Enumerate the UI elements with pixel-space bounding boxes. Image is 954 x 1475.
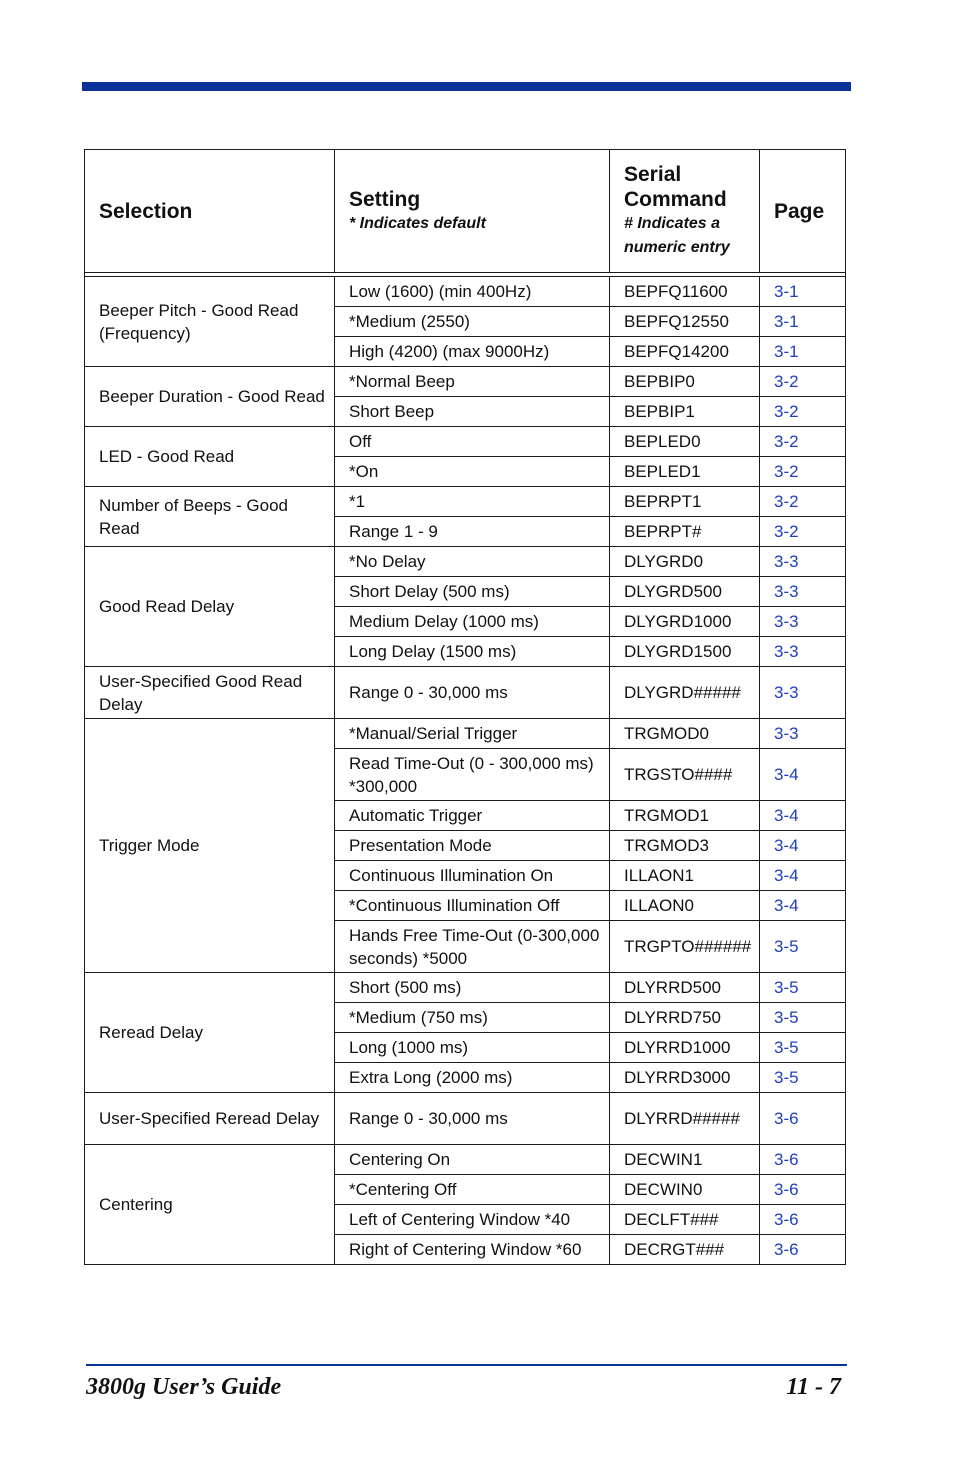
serial-command-cell: DLYRRD750 — [610, 1003, 760, 1033]
col-header-page: Page — [760, 150, 846, 273]
page-link[interactable]: 3-6 — [760, 1235, 846, 1265]
numeric-note: # Indicates a numeric entry — [624, 215, 730, 256]
setting-cell: Off — [335, 427, 610, 457]
serial-command-cell: DLYGRD1000 — [610, 607, 760, 637]
page-link[interactable]: 3-3 — [760, 719, 846, 749]
table-row — [85, 427, 846, 457]
setting-cell: *Continuous Illumination Off — [335, 891, 610, 921]
serial-command-cell: DLYGRD0 — [610, 547, 760, 577]
setting-cell: *Centering Off — [335, 1175, 610, 1205]
selection-cell: Centering — [85, 1145, 335, 1265]
serial-command-cell: BEPFQ11600 — [610, 277, 760, 307]
page-link[interactable]: 3-4 — [760, 801, 846, 831]
page-link[interactable]: 3-5 — [760, 973, 846, 1003]
page-link[interactable]: 3-6 — [760, 1093, 846, 1145]
page-link[interactable]: 3-4 — [760, 861, 846, 891]
page-link[interactable]: 3-6 — [760, 1145, 846, 1175]
setting-cell: *No Delay — [335, 547, 610, 577]
serial-command-cell: BEPRPT1 — [610, 487, 760, 517]
footer-title: 3800g User’s Guide — [86, 1374, 282, 1400]
table-body — [85, 273, 846, 1265]
setting-cell: High (4200) (max 9000Hz) — [335, 337, 610, 367]
selection-cell: Trigger Mode — [85, 719, 335, 973]
setting-cell: *Medium (2550) — [335, 307, 610, 337]
serial-command-cell: TRGSTO#### — [610, 749, 760, 801]
setting-cell: Right of Centering Window *60 — [335, 1235, 610, 1265]
setting-cell: Presentation Mode — [335, 831, 610, 861]
serial-command-cell: DLYGRD##### — [610, 667, 760, 719]
serial-command-cell: TRGMOD0 — [610, 719, 760, 749]
table-row — [85, 547, 846, 577]
table-header-row — [85, 150, 846, 273]
serial-command-cell: BEPLED0 — [610, 427, 760, 457]
setting-cell: Range 0 - 30,000 ms — [335, 667, 610, 719]
serial-command-cell: DLYGRD500 — [610, 577, 760, 607]
serial-command-cell: BEPBIP0 — [610, 367, 760, 397]
setting-cell: Long (1000 ms) — [335, 1033, 610, 1063]
setting-cell: *Manual/Serial Trigger — [335, 719, 610, 749]
page-link[interactable]: 3-6 — [760, 1205, 846, 1235]
serial-command-cell: TRGMOD3 — [610, 831, 760, 861]
page-link[interactable]: 3-3 — [760, 577, 846, 607]
selection-cell: User-Specified Reread Delay — [85, 1093, 335, 1145]
serial-command-cell: DLYRRD##### — [610, 1093, 760, 1145]
col-header-serial-command: Serial Command # Indicates a numeric entry — [610, 150, 760, 273]
serial-command-cell: BEPFQ14200 — [610, 337, 760, 367]
setting-cell: Long Delay (1500 ms) — [335, 637, 610, 667]
page-link[interactable]: 3-2 — [760, 487, 846, 517]
selection-cell: Good Read Delay — [85, 547, 335, 667]
serial-command-cell: DECWIN0 — [610, 1175, 760, 1205]
page-link[interactable]: 3-2 — [760, 457, 846, 487]
serial-command-cell: BEPFQ12550 — [610, 307, 760, 337]
footer-rule — [86, 1364, 847, 1366]
selection-cell: Reread Delay — [85, 973, 335, 1093]
selection-cell: User-Specified Good Read Delay — [85, 667, 335, 719]
serial-command-cell: DECLFT### — [610, 1205, 760, 1235]
setting-cell: Centering On — [335, 1145, 610, 1175]
setting-cell: *On — [335, 457, 610, 487]
page-link[interactable]: 3-4 — [760, 831, 846, 861]
setting-cell: Automatic Trigger — [335, 801, 610, 831]
page-link[interactable]: 3-3 — [760, 607, 846, 637]
table-row — [85, 1145, 846, 1175]
page-link[interactable]: 3-1 — [760, 277, 846, 307]
setting-cell: Short (500 ms) — [335, 973, 610, 1003]
col-header-selection: Selection — [85, 150, 335, 273]
serial-command-cell: BEPBIP1 — [610, 397, 760, 427]
table-row — [85, 367, 846, 397]
serial-command-cell: BEPLED1 — [610, 457, 760, 487]
table-row — [85, 973, 846, 1003]
selection-cell: Beeper Duration - Good Read — [85, 367, 335, 427]
page-link[interactable]: 3-2 — [760, 517, 846, 547]
serial-command-cell: TRGMOD1 — [610, 801, 760, 831]
page-link[interactable]: 3-3 — [760, 637, 846, 667]
table-row — [85, 487, 846, 517]
setting-cell: Short Delay (500 ms) — [335, 577, 610, 607]
serial-command-cell: ILLAON0 — [610, 891, 760, 921]
setting-cell: Hands Free Time-Out (0-300,000 seconds) *5000 — [335, 921, 610, 973]
page-link[interactable]: 3-2 — [760, 427, 846, 457]
serial-command-cell: BEPRPT# — [610, 517, 760, 547]
setting-cell: Low (1600) (min 400Hz) — [335, 277, 610, 307]
table-row — [85, 277, 846, 307]
setting-cell: Left of Centering Window *40 — [335, 1205, 610, 1235]
setting-cell: Read Time-Out (0 - 300,000 ms) *300,000 — [335, 749, 610, 801]
footer-page-number: 11 - 7 — [786, 1374, 841, 1400]
serial-command-table — [84, 149, 846, 1265]
page-link[interactable]: 3-3 — [760, 547, 846, 577]
setting-cell: Short Beep — [335, 397, 610, 427]
setting-cell: Medium Delay (1000 ms) — [335, 607, 610, 637]
serial-command-cell: TRGPTO###### — [610, 921, 760, 973]
table-row — [85, 667, 846, 719]
setting-cell: Range 0 - 30,000 ms — [335, 1093, 610, 1145]
col-header-setting: Setting * Indicates default — [335, 150, 610, 273]
page-link[interactable]: 3-3 — [760, 667, 846, 719]
selection-cell: Beeper Pitch - Good Read (Frequency) — [85, 277, 335, 367]
serial-command-cell: DECWIN1 — [610, 1145, 760, 1175]
setting-cell: *Normal Beep — [335, 367, 610, 397]
setting-cell: Extra Long (2000 ms) — [335, 1063, 610, 1093]
page-link[interactable]: 3-5 — [760, 1003, 846, 1033]
setting-cell: *Medium (750 ms) — [335, 1003, 610, 1033]
selection-cell: Number of Beeps - Good Read — [85, 487, 335, 547]
serial-command-cell: DLYRRD1000 — [610, 1033, 760, 1063]
setting-cell: Continuous Illumination On — [335, 861, 610, 891]
serial-command-cell: DECRGT### — [610, 1235, 760, 1265]
page-link[interactable]: 3-2 — [760, 397, 846, 427]
header-rule — [82, 82, 851, 91]
table-row — [85, 719, 846, 749]
page-link[interactable]: 3-2 — [760, 367, 846, 397]
page-link[interactable]: 3-5 — [760, 1033, 846, 1063]
setting-cell: Range 1 - 9 — [335, 517, 610, 547]
page-link[interactable]: 3-1 — [760, 307, 846, 337]
selection-cell: LED - Good Read — [85, 427, 335, 487]
page-link[interactable]: 3-5 — [760, 921, 846, 973]
page-link[interactable]: 3-4 — [760, 891, 846, 921]
serial-command-cell: DLYGRD1500 — [610, 637, 760, 667]
page-link[interactable]: 3-4 — [760, 749, 846, 801]
page-link[interactable]: 3-1 — [760, 337, 846, 367]
serial-command-cell: ILLAON1 — [610, 861, 760, 891]
page-link[interactable]: 3-5 — [760, 1063, 846, 1093]
table-row — [85, 1093, 846, 1145]
serial-command-cell: DLYRRD500 — [610, 973, 760, 1003]
default-note: * Indicates default — [349, 214, 486, 232]
page-link[interactable]: 3-6 — [760, 1175, 846, 1205]
setting-cell: *1 — [335, 487, 610, 517]
serial-command-cell: DLYRRD3000 — [610, 1063, 760, 1093]
